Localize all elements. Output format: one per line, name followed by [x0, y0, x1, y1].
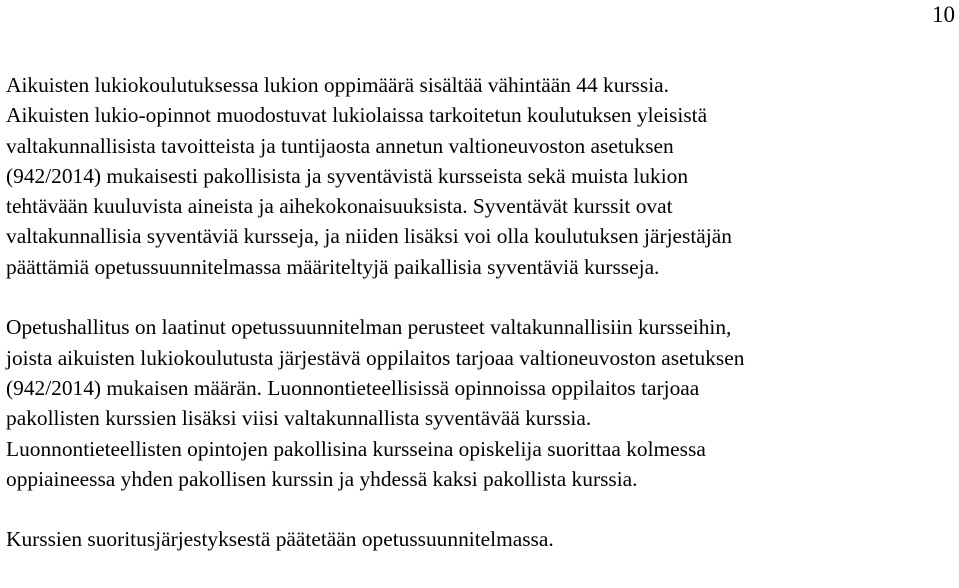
text-line: Kurssien suoritusjärjestyksestä päätetään opetussuunnitelmassa. [6, 527, 554, 552]
text-line: joista aikuisten lukiokoulutusta järjestävä oppilaitos tarjoaa valtioneuvoston asetuksen [6, 345, 745, 370]
text-line: (942/2014) mukaisen määrän. Luonnontieteellisissä opinnoissa oppilaitos tarjoaa [6, 375, 700, 400]
text-line: oppiaineessa yhden pakollisen kurssin ja yhdessä kaksi pakollista kurssia. [6, 466, 638, 491]
text-line: Aikuisten lukiokoulutuksessa lukion oppimäärä sisältää vähintään 44 kurssia. [6, 73, 669, 97]
text-line: Opetushallitus on laatinut opetussuunnitelman perusteet valtakunnallisiin kursseihin, [6, 315, 732, 340]
paragraph-spacer [6, 494, 956, 524]
text-line: valtakunnallisia syventäviä kursseja, ja niiden lisäksi voi olla koulutuksen järjestäjän [6, 224, 732, 249]
paragraph-spacer [6, 282, 956, 312]
paragraph-curriculum [6, 312, 956, 494]
page-number: 10 [932, 2, 955, 27]
text-line: valtakunnallisista tavoitteista ja tuntijaosta annetun valtioneuvoston asetuksen [6, 133, 674, 158]
text-line: pakollisten kurssien lisäksi viisi valtakunnallista syventävää kurssia. [6, 406, 592, 431]
paragraph-course-order [6, 524, 956, 554]
document-body [6, 70, 956, 555]
paragraph-course-requirements [6, 70, 956, 282]
text-line: tehtävään kuuluvista aineista ja aihekokonaisuuksista. Syventävät kurssit ovat [6, 194, 673, 219]
text-line: (942/2014) mukaisesti pakollisista ja syventävistä kursseista sekä muista lukion [6, 163, 689, 188]
text-line: Luonnontieteellisten opintojen pakollisina kursseina opiskelija suorittaa kolmessa [6, 436, 706, 461]
text-line: Aikuisten lukio-opinnot muodostuvat lukiolaissa tarkoitetun koulutuksen yleisistä [6, 103, 708, 128]
text-line: päättämiä opetussuunnitelmassa määriteltyjä paikallisia syventäviä kursseja. [6, 254, 660, 279]
